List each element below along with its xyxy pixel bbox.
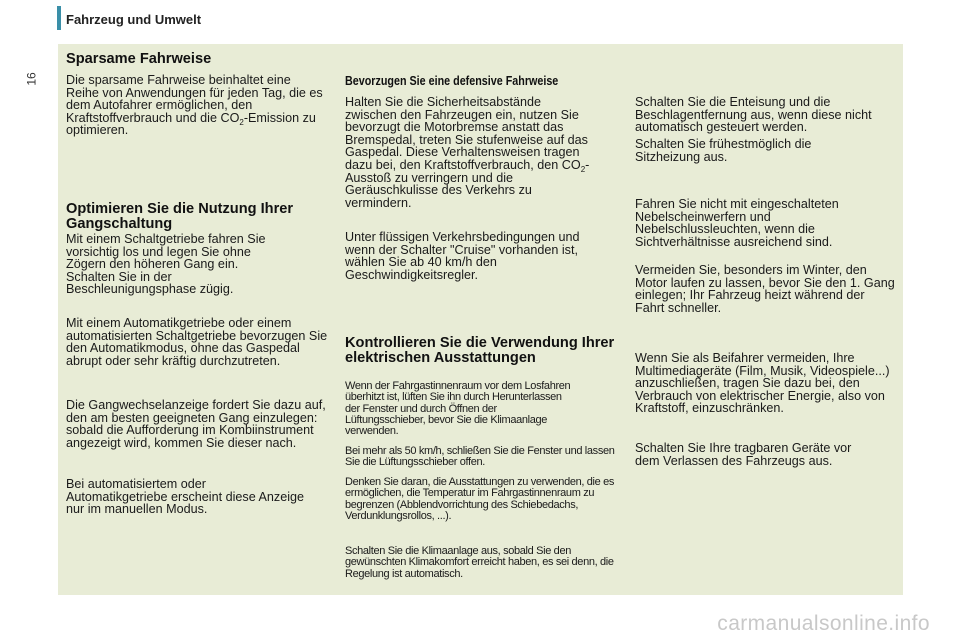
paragraph-nebelscheinwerfer: Fahren Sie nicht mit eingeschalteten Nebelscheinwerfern und Nebelschlussleuchten, wenn die Sichtverhältnisse ausreichend sind.	[635, 197, 839, 249]
heading-gangschaltung: Optimieren Sie die Nutzung Ihrer Gangschaltung	[66, 201, 294, 232]
paragraph-schaltgetriebe: Mit einem Schaltgetriebe fahren Sie vorsichtig los und legen Sie ohne Zögern den höheren Gang ein. Schalten Sie in der Beschleunigungsphase zügig.	[66, 232, 266, 297]
paragraph-multimedia: Wenn Sie als Beifahrer vermeiden, Ihre Multimediageräte (Film, Musik, Videospiele...) anzuschließen, tragen Sie dazu bei, den Verbrauch von elektrischer Energie, also von Kraftstoff, einzuschränken.	[635, 351, 890, 416]
paragraph-winter: Vermeiden Sie, besonders im Winter, den Motor laufen zu lassen, bevor Sie den 1. Gang einlegen; Ihr Fahrzeug heizt während der Fahrt schneller.	[635, 263, 895, 315]
column-middle	[345, 74, 617, 580]
paragraph-sicherheitsabstaende: Halten Sie die Sicherheitsabstände zwischen den Fahrzeugen ein, nutzen Sie bevorzugt die Motorbremse anstatt das Bremspedal, treten Sie stufenweise auf das Gaspedal. Diese Verhaltensweisen tragen dazu bei, den Kraftstoffverbrauch, den $CO_2$-Ausstoß zu verringern und die Geräuschkulisse des Verkehrs zu vermindern.	[345, 95, 590, 210]
page-header-title: Fahrzeug und Umwelt	[66, 12, 202, 27]
paragraph-50kmh: Bei mehr als 50 km/h, schließen Sie die Fenster und lassen Sie die Lüftungsschieber offen.	[345, 445, 615, 469]
page-number: 16	[24, 72, 39, 86]
paragraph-tragbare-geraete: Schalten Sie Ihre tragbaren Geräte vor dem Verlassen des Fahrzeugs aus.	[635, 441, 852, 468]
paragraph-gangwechselanzeige: Die Gangwechselanzeige fordert Sie dazu auf, den am besten geeigneten Gang einzulegen: sobald die Aufforderung im Kombiinstrument angezeigt wird, kommen Sie dieser nach.	[66, 398, 326, 450]
paragraph-temperatur: Denken Sie daran, die Ausstattungen zu verwenden, die es ermöglichen, die Temperatur im Fahrgastinnenraum zu begrenzen (Abblendvorrichtung des Schiebedachs, Verdunklungsrollos, ...).	[345, 476, 615, 522]
watermark: carmanualsonline.info	[717, 612, 930, 635]
heading-sparsame-fahrweise: Sparsame Fahrweise	[66, 51, 212, 67]
paragraph-manueller-modus: Bei automatisiertem oder Automatikgetriebe erscheint diese Anzeige nur im manuellen Modus.	[66, 477, 305, 517]
paragraph-intro: Die sparsame Fahrweise beinhaltet eine Reihe von Anwendungen für jeden Tag, die es dem Autofahrer ermöglichen, den Kraftstoffverbrauch und die $CO_2$-Emission zu optimieren.	[66, 73, 323, 138]
heading-defensive-fahrweise: Bevorzugen Sie eine defensive Fahrweise	[345, 74, 559, 88]
content-panel	[58, 44, 903, 595]
header-accent-bar	[57, 6, 61, 30]
paragraph-klimaanlage: Schalten Sie die Klimaanlage aus, sobald Sie den gewünschten Klimakomfort erreicht haben, es sei denn, die Regelung ist automatisch.	[345, 545, 614, 580]
heading-elektrische-ausstattungen: Kontrollieren Sie die Verwendung Ihrer elektrischen Ausstattungen	[345, 335, 615, 366]
column-left	[66, 51, 328, 517]
paragraph-enteisung: Schalten Sie die Enteisung und die Beschlagentfernung aus, wenn diese nicht automatisch gesteuert werden.	[635, 95, 872, 135]
paragraph-cruise: Unter flüssigen Verkehrsbedingungen und wenn der Schalter "Cruise" vorhanden ist, wählen Sie ab 40 km/h den Geschwindigkeitsregler.	[345, 230, 580, 282]
paragraph-sitzheizung: Schalten Sie frühestmöglich die Sitzheizung aus.	[635, 137, 812, 164]
paragraph-ueberhitzt: Wenn der Fahrgastinnenraum vor dem Losfahren überhitzt ist, lüften Sie ihn durch Herunterlassen der Fenster und durch Öffnen der Lüftungsschieber, bevor Sie die Klimaanlage verwenden.	[345, 380, 571, 438]
paragraph-automatikgetriebe: Mit einem Automatikgetriebe oder einem automatisierten Schaltgetriebe bevorzugen Sie den Automatikmodus, ohne das Gaspedal abrupt oder sehr kräftig durchzutreten.	[66, 316, 328, 368]
